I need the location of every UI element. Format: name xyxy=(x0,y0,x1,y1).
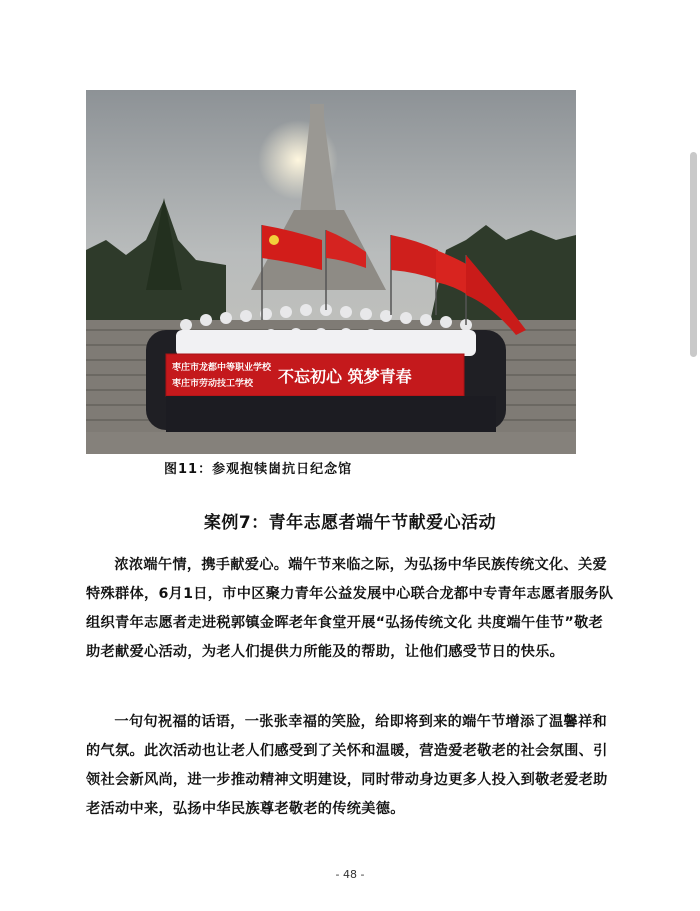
section-title: 案例7：青年志愿者端午节献爱心活动 xyxy=(203,513,497,533)
banner-line-2: 枣庄市劳动技工学校 xyxy=(172,379,254,389)
vertical-scrollbar[interactable] xyxy=(690,152,697,357)
page-number: - 48 - xyxy=(335,868,365,881)
banner-slogan: 不忘初心 筑梦青春 xyxy=(278,367,412,386)
figure-caption: 图11：参观抱犊崮抗日纪念馆 xyxy=(164,462,353,477)
paragraph-1: 浓浓端午情，携手献爱心。端午节来临之际，为弘扬中华民族传统文化、关爱特殊群体，6月1日，市中区聚力青年公益发展中心联合龙都中专青年志愿者服务队组织青年志愿者走进税郭镇金晖老年食堂开展“弘扬传统文化 共度端午佳节”敬老助老献爱心活动，为老人们提供力所能及的帮助，让他们感受节日的快乐。 xyxy=(86,557,614,660)
photo-illustration xyxy=(86,90,576,454)
memorial-group-photo xyxy=(86,90,576,454)
banner-line-1: 枣庄市龙都中等职业学校 xyxy=(172,363,272,373)
paragraph-2: 一句句祝福的话语，一张张幸福的笑脸，给即将到来的端午节增添了温馨祥和的气氛。此次活动也让老人们感受到了关怀和温暖，营造爱老敬老的社会氛围、引领社会新风尚，进一步推动精神文明建设，同时带动身边更多人投入到敬老爱老助老活动中来，弘扬中华民族尊老敬老的传统美德。 xyxy=(86,714,608,817)
